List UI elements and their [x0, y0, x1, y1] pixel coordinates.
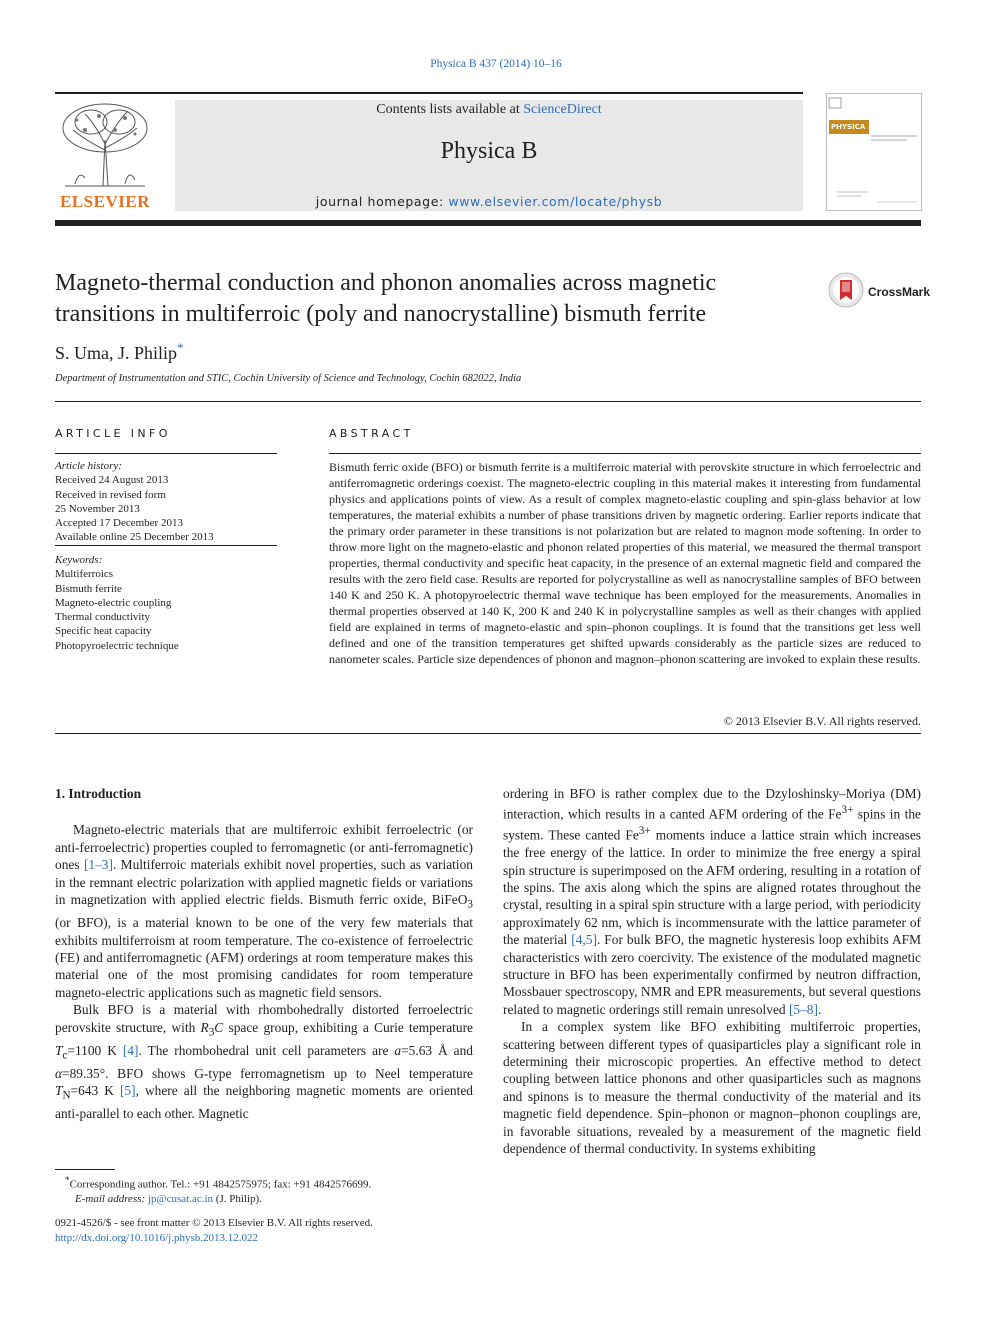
article-history: [55, 459, 214, 545]
math-symbol: α: [55, 1065, 63, 1081]
reference-link[interactable]: [4]: [122, 1042, 139, 1058]
keyword: Specific heat capacity: [55, 625, 152, 638]
cover-title-band: PHYSICA: [829, 120, 869, 134]
text-run: , where all the neighboring magnetic moments are oriented anti-parallel to each other. Magnetic: [55, 1083, 473, 1122]
divider: [329, 453, 921, 454]
math-symbol: R: [200, 1019, 209, 1035]
math-symbol: C: [214, 1019, 224, 1035]
reference-link[interactable]: [5]: [119, 1083, 136, 1099]
text-run: . For bulk BFO, the magnetic hysteresis loop exhibits AFM characteristics with zero coercivity. The existence of the modulated magnetic structure in BFO has been experimentally confirmed by neutron diffraction, Mossbauer spectroscopy, NMR and EPR measurements, but several questions related to magnetic orderings still remain unresolved: [503, 932, 921, 1017]
homepage-link[interactable]: www.elsevier.com/locate/physb: [448, 194, 663, 209]
keyword: Multiferroics: [55, 568, 114, 581]
homepage-prefix: journal homepage:: [315, 194, 449, 209]
publisher-name: ELSEVIER: [60, 192, 150, 211]
divider: [55, 733, 921, 734]
math-symbol: T: [55, 1083, 63, 1099]
text-run: =89.35°. BFO shows G-type ferromagnetism up to Neel temperature: [62, 1065, 473, 1081]
footnote-rule: [55, 1169, 115, 1170]
text-run: .: [817, 1001, 822, 1017]
header-rule: [55, 92, 803, 94]
keyword: Thermal conductivity: [55, 611, 150, 624]
journal-homepage: [175, 194, 803, 209]
divider: [55, 453, 277, 454]
math-symbol: a: [394, 1042, 402, 1058]
journal-cover-thumbnail[interactable]: [826, 93, 922, 211]
author-affiliation: Department of Instrumentation and STIC, Cochin University of Science and Technology, Cochin 682022, India: [55, 373, 522, 384]
footnote-mark: *: [65, 1175, 70, 1185]
history-item: Accepted 17 December 2013: [55, 517, 183, 530]
text-run: space group, exhibiting a Curie temperature: [223, 1019, 473, 1035]
subscript: N: [62, 1089, 71, 1102]
authors-text: S. Uma, J. Philip: [55, 343, 178, 363]
contents-prefix: Contents lists available at: [376, 102, 524, 117]
corresponding-author-mark[interactable]: *: [177, 340, 184, 355]
divider: [55, 545, 277, 546]
journal-name: Physica B: [440, 138, 538, 164]
superscript: 3+: [638, 825, 651, 838]
superscript: 3+: [841, 804, 854, 817]
corresponding-text: Corresponding author. Tel.: +91 4842575975; fax: +91 4842576699.: [69, 1178, 372, 1191]
text-run: =643 K: [70, 1083, 120, 1099]
abstract-copyright: © 2013 Elsevier B.V. All rights reserved.: [723, 714, 921, 728]
history-item: Available online 25 December 2013: [55, 531, 214, 544]
body-right-column: [503, 785, 921, 1157]
abstract-text: Bismuth ferric oxide (BFO) or bismuth ferrite is a multiferroic material with perovskite structure in which ferroelectric and antiferromagnetic orderings coexist. The magneto-electric coupling in this material makes it interesting from fundamental physics and applications points of view. As a result of complex magneto-elastic coupling and spin-glass behavior at low temperatures, the material exhibits a number of phase transitions driven by magnetic ordering. Earlier reports indicate that the primary order parameter in these transitions is not polarization but are related to magnon mode softening. In order to throw more light on the magneto-elastic and phonon related properties of this material, we measured the thermal transport properties, thermal conductivity and specific heat capacity, in the presence of an external magnetic field and compared the results with the zero field case. Results are reported for polycrystalline as well as nanocrystalline samples of BFO between 140 K and 250 K. A photopyroelectric thermal wave technique has been employed for the measurements. Anomalies in thermal properties observed at 140 K, 200 K and 240 K in polycrystalline samples as well as their changes with applied field are explained in terms of magneto-elastic and spin–phonon couplings. It is found that the transitions get less well defined and one of the transition temperatures get shifted upwards considerably as the particle sizes are reduced to nanometer scales. Particle size dependences of phonon and magnon–phonon scattering are invoked to explain these results.: [329, 460, 921, 666]
section-heading-introduction: 1. Introduction: [55, 786, 142, 801]
email-suffix: (J. Philip).: [213, 1193, 262, 1206]
email-note: [55, 1192, 473, 1207]
text-run: Bulk BFO is a material with rhombohedrally distorted ferroelectric perovskite structure, with: [55, 1002, 473, 1035]
crossmark-label: CrossMark: [868, 285, 931, 299]
keywords: [55, 553, 179, 653]
subscript: c: [62, 1049, 68, 1062]
history-item: Received in revised form: [55, 488, 166, 501]
keyword: Photopyroelectric technique: [55, 639, 179, 652]
issn-line: 0921-4526/$ - see front matter © 2013 Elsevier B.V. All rights reserved.: [55, 1217, 373, 1229]
paragraph: [55, 821, 473, 1001]
reference-link[interactable]: [4,5]: [571, 932, 597, 948]
paragraph: [55, 1001, 473, 1122]
text-run: . Multiferroic materials exhibit novel properties, such as variation in the remnant electric polarization with applied magnetic fields or variations in magnetization with applied electric fields. Bismuth ferric oxide, BiFeO: [55, 857, 473, 908]
reference-link[interactable]: [5–8]: [788, 1001, 818, 1017]
crossmark-icon: [828, 272, 864, 308]
sciencedirect-link[interactable]: ScienceDirect: [523, 102, 602, 117]
cover-graphic-icon: [827, 94, 921, 210]
subscript: 3: [208, 1026, 215, 1039]
email-label: E-mail address:: [75, 1193, 148, 1206]
body-left-column: [55, 785, 473, 1123]
keyword: Bismuth ferrite: [55, 582, 122, 595]
reference-link[interactable]: [1–3]: [83, 857, 113, 873]
contents-line: [175, 102, 803, 118]
text-run: =1100 K: [67, 1042, 123, 1058]
paragraph: In a complex system like BFO exhibiting multiferroic properties, scattering between different types of quasiparticles play a significant role in determining their microscopic properties. An effective method to detect coupling between lattice phonons and other quasiparticles such as magnons and spinons is to measure the thermal conductivity of the material and its magnetic field dependence. Spin–phonon or magnon–phonon couplings are, in favorable situations, revealed by a measurement of the magnetic field dependence of thermal conductivity. In systems exhibiting: [503, 1019, 921, 1157]
history-item: Received 24 August 2013: [55, 474, 169, 487]
elsevier-logo[interactable]: [55, 100, 155, 212]
corresponding-author-note: [55, 1173, 473, 1192]
text-run: Magneto-electric materials that are multiferroic exhibit ferroelectric (or anti-ferroelectric) properties coupled to ferromagnetic (or anti-ferromagnetic) ones: [55, 822, 473, 873]
front-matter: [55, 1216, 473, 1245]
text-run: . The rhombohedral unit cell parameters are: [138, 1042, 395, 1058]
header-thick-rule: [55, 220, 921, 226]
journal-header-box: [175, 100, 803, 211]
history-item: 25 November 2013: [55, 502, 140, 515]
math-symbol: T: [55, 1042, 63, 1058]
history-label: Article history:: [55, 460, 122, 472]
divider: [55, 401, 921, 402]
author-list: [55, 340, 184, 364]
footnote: [55, 1173, 473, 1207]
journal-citation[interactable]: Physica B 437 (2014) 10–16: [430, 58, 562, 70]
subscript: 3: [467, 898, 473, 911]
doi-link[interactable]: http://dx.doi.org/10.1016/j.physb.2013.12.022: [55, 1231, 259, 1244]
text-run: (or BFO), is a material known to be one of the very few materials that exhibits multiferroism at room temperature. The co-existence of ferroelectric (FE) and antiferromagnetic (AFM) orderings at room temperature makes this material one of the most promising candidates for room temperature magneto-electric applications such as magnetic field sensors.: [55, 915, 473, 1000]
article-title: Magneto-thermal conduction and phonon anomalies across magnetic transitions in multiferroic (poly and nanocrystalline) bismuth ferrite: [55, 270, 717, 327]
paragraph: [503, 785, 921, 1018]
abstract-heading: ABSTRACT: [329, 427, 414, 440]
text-run: spins in the system. These canted Fe: [503, 806, 921, 843]
text-run: moments induce a lattice strain which increases the free energy of the lattice. In order to minimize the free energy a spiral spin structure is superimposed on the AFM ordering, resulting in a rotation of the spins. The axis along which the spins are aligned rotates throughout the crystal, resulting in a spiral spin structure with a large period, with periodicity approximately 62 nm, which is incommensurate with the lattice parameter of the material: [503, 827, 921, 948]
keyword: Magneto-electric coupling: [55, 596, 172, 609]
elsevier-tree-icon: [55, 100, 155, 188]
text-run: =5.63 Å and: [401, 1042, 474, 1058]
article-info-heading: ARTICLE INFO: [55, 427, 171, 440]
keywords-label: Keywords:: [55, 554, 103, 566]
crossmark-badge[interactable]: [828, 272, 931, 312]
text-run: ordering in BFO is rather complex due to the Dzyloshinsky–Moriya (DM) interaction, which results in a canted AFM ordering of the Fe: [503, 786, 921, 822]
email-link[interactable]: jp@cusat.ac.in: [147, 1193, 214, 1206]
